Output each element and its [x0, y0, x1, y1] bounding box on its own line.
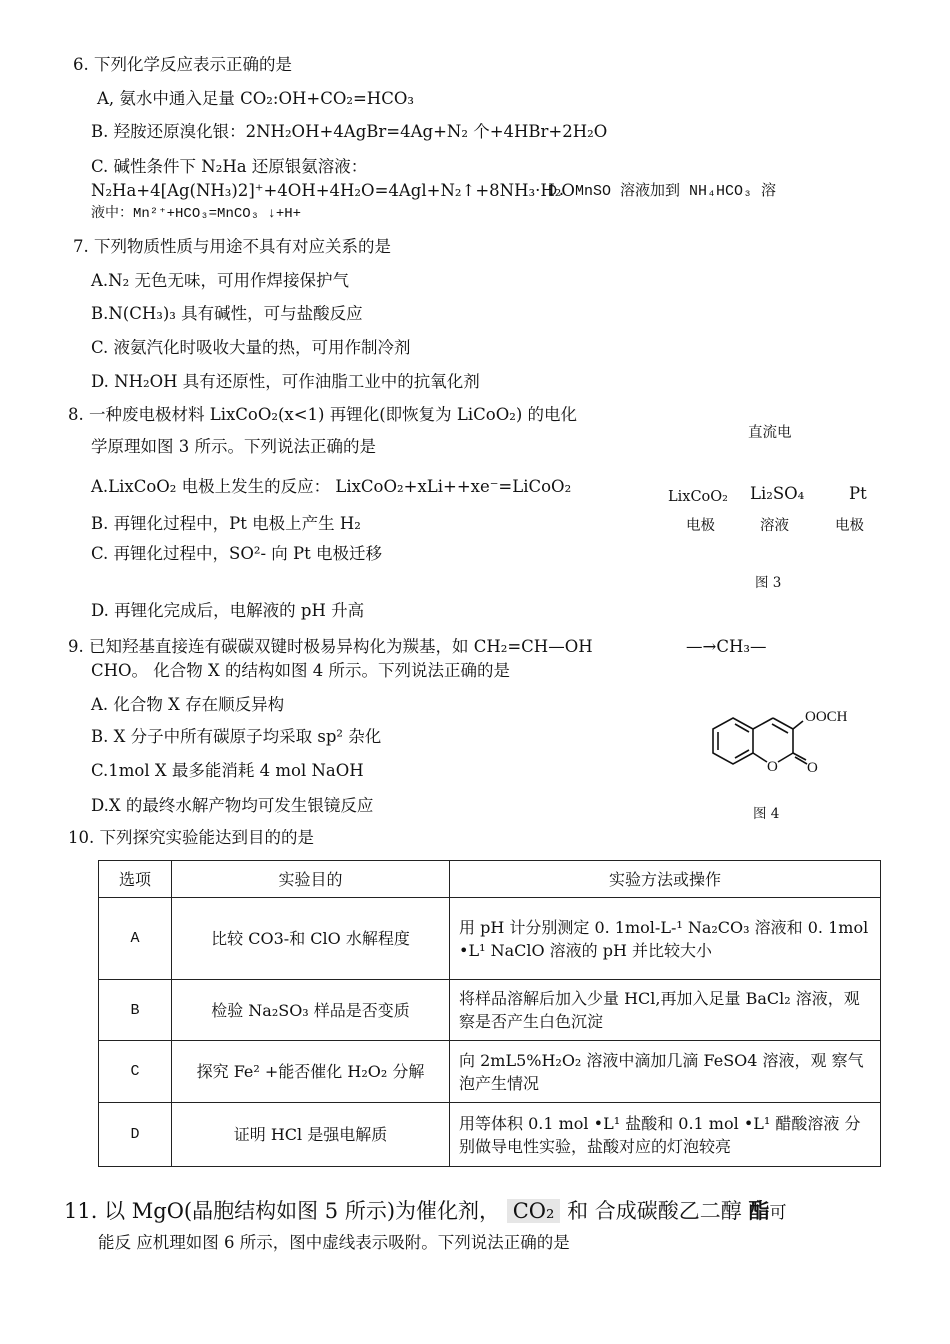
q7-option-b: B.N(CH₃)₃ 具有碱性，可与盐酸反应: [91, 304, 363, 323]
row-purpose: 探究 Fe² +能否催化 H₂O₂ 分解: [172, 1041, 450, 1103]
q9-stem-line2: CHO。 化合物 X 的结构如图 4 所示。下列说法正确的是: [91, 661, 511, 680]
fig3-electrode-label-left: LixCoO₂: [668, 489, 728, 505]
q11-part4: 可: [769, 1203, 787, 1223]
fig4-caption: 图 4: [753, 806, 780, 822]
fig3-solution-label: Li₂SO₄: [750, 484, 805, 503]
q10-table: [98, 860, 881, 1167]
q11-stem-line2: 能反 应机理如图 6 所示，图中虚线表示吸附。下列说法正确的是: [98, 1233, 570, 1252]
q9-stem-line1: 9. 已知羟基直接连有碳碳双键时极易异构化为羰基，如 CH₂=CH—OH: [68, 637, 593, 656]
q8-option-d: D. 再锂化完成后，电解液的 pH 升高: [91, 601, 365, 620]
table-header-row: [99, 861, 881, 898]
q6-option-b: B. 羟胺还原溴化银：2NH₂OH+4AgBr=4Ag+N₂ 个+4HBr+2H₂O: [91, 122, 608, 141]
row-option: D: [99, 1103, 172, 1167]
q8-stem-line2: 学原理如图 3 所示。下列说法正确的是: [91, 437, 376, 456]
row-method: 向 2mL5%H₂O₂ 溶液中滴加几滴 FeSO4 溶液，观 察气泡产生情况: [450, 1041, 881, 1103]
fig3-electrode-sub-left: 电极: [686, 518, 715, 534]
header-option: 选项: [99, 861, 172, 898]
q6-stem: 6. 下列化学反应表示正确的是: [73, 55, 292, 74]
table-row: [99, 980, 881, 1041]
header-method: 实验方法或操作: [450, 861, 881, 898]
row-purpose: 比较 CO3-和 ClO 水解程度: [172, 898, 450, 980]
q11-part2: 和 合成碳酸乙二醇: [567, 1199, 742, 1223]
q9-option-d: D.X 的最终水解产物均可发生银镜反应: [91, 796, 374, 815]
q9-arrow: —→CH₃—: [686, 637, 767, 656]
q10-stem: 10. 下列探究实验能达到目的的是: [68, 828, 314, 847]
fig3-solution-sub: 溶液: [760, 518, 789, 534]
fig3-caption: 图 3: [755, 575, 782, 591]
q6-option-d-line1: D. MnSO 溶液加到 NH₄HCO₃ 溶: [548, 183, 777, 200]
table-row: [99, 1103, 881, 1167]
q11-part3: 酯: [748, 1198, 770, 1223]
q7-stem: 7. 下列物质性质与用途不具有对应关系的是: [73, 237, 391, 256]
row-method: 用 pH 计分别测定 0. 1mol-L-¹ Na₂CO₃ 溶液和 0. 1mol •L¹ NaClO 溶液的 pH 并比较大小: [450, 898, 881, 980]
q7-option-d: D. NH₂OH 具有还原性，可作油脂工业中的抗氧化剂: [91, 372, 480, 391]
row-option: A: [99, 898, 172, 980]
q9-option-b: B. X 分子中所有碳原子均采取 sp² 杂化: [91, 727, 382, 746]
fig3-power-label: 直流电: [748, 425, 792, 441]
q8-stem-line1: 8. 一种废电极材料 LixCoO₂(x<1) 再锂化(即恢复为 LiCoO₂) 的电化: [68, 405, 578, 424]
row-method: 将样品溶解后加入少量 HCl,再加入足量 BaCl₂ 溶液，观察是否产生白色沉淀: [450, 980, 881, 1041]
fig4-benzene-ring: [713, 718, 753, 764]
fig4-structure: [705, 700, 865, 785]
q11-stem-line1: [64, 1197, 786, 1227]
q11-co2: CO₂: [507, 1199, 561, 1223]
row-purpose: 检验 Na₂SO₃ 样品是否变质: [172, 980, 450, 1041]
q6-option-c-line2: N₂Ha+4[Ag(NH₃)2]⁺+4OH+4H₂O=4Agl+N₂↑+8NH₃·H₂O: [91, 181, 575, 200]
q6-option-c-line1: C. 碱性条件下 N₂Ha 还原银氨溶液：: [91, 157, 368, 176]
fig3-electrode-sub-right: 电极: [835, 518, 864, 534]
q6-option-d-line2: 液中：Mn²⁺+HCO₃=MnCO₃ ↓+H+: [91, 206, 302, 222]
q8-option-a: A.LixCoO₂ 电极上发生的反应： LixCoO₂+xLi++xe⁻=LiCoO₂: [91, 477, 572, 496]
table-row: [99, 898, 881, 980]
row-method: 用等体积 0.1 mol •L¹ 盐酸和 0.1 mol •L¹ 醋酸溶液 分别做导电性实验，盐酸对应的灯泡较亮: [450, 1103, 881, 1167]
q9-option-a: A. 化合物 X 存在顺反异构: [91, 695, 285, 714]
header-purpose: 实验目的: [172, 861, 450, 898]
q7-option-a: A.N₂ 无色无味，可用作焊接保护气: [91, 271, 349, 290]
q9-option-c: C.1mol X 最多能消耗 4 mol NaOH: [91, 761, 364, 780]
q8-option-c: C. 再锂化过程中，SO²- 向 Pt 电极迁移: [91, 544, 383, 563]
row-option: B: [99, 980, 172, 1041]
row-purpose: 证明 HCl 是强电解质: [172, 1103, 450, 1167]
q7-option-c: C. 液氨汽化时吸收大量的热，可用作制冷剂: [91, 338, 411, 357]
fig4-carbonyl-oxygen: O: [807, 760, 818, 776]
row-option: C: [99, 1041, 172, 1103]
fig3-electrode-label-right: Pt: [849, 484, 867, 503]
q6-option-a: A, 氨水中通入足量 CO₂:OH+CO₂=HCO₃: [97, 89, 414, 108]
fig4-substituent-label: OOCH: [805, 709, 848, 725]
q11-part1: 11. 以 MgO(晶胞结构如图 5 所示)为催化剂，: [64, 1199, 501, 1223]
fig4-ring-oxygen: O: [767, 759, 778, 775]
q8-option-b: B. 再锂化过程中，Pt 电极上产生 H₂: [91, 514, 361, 533]
table-row: [99, 1041, 881, 1103]
